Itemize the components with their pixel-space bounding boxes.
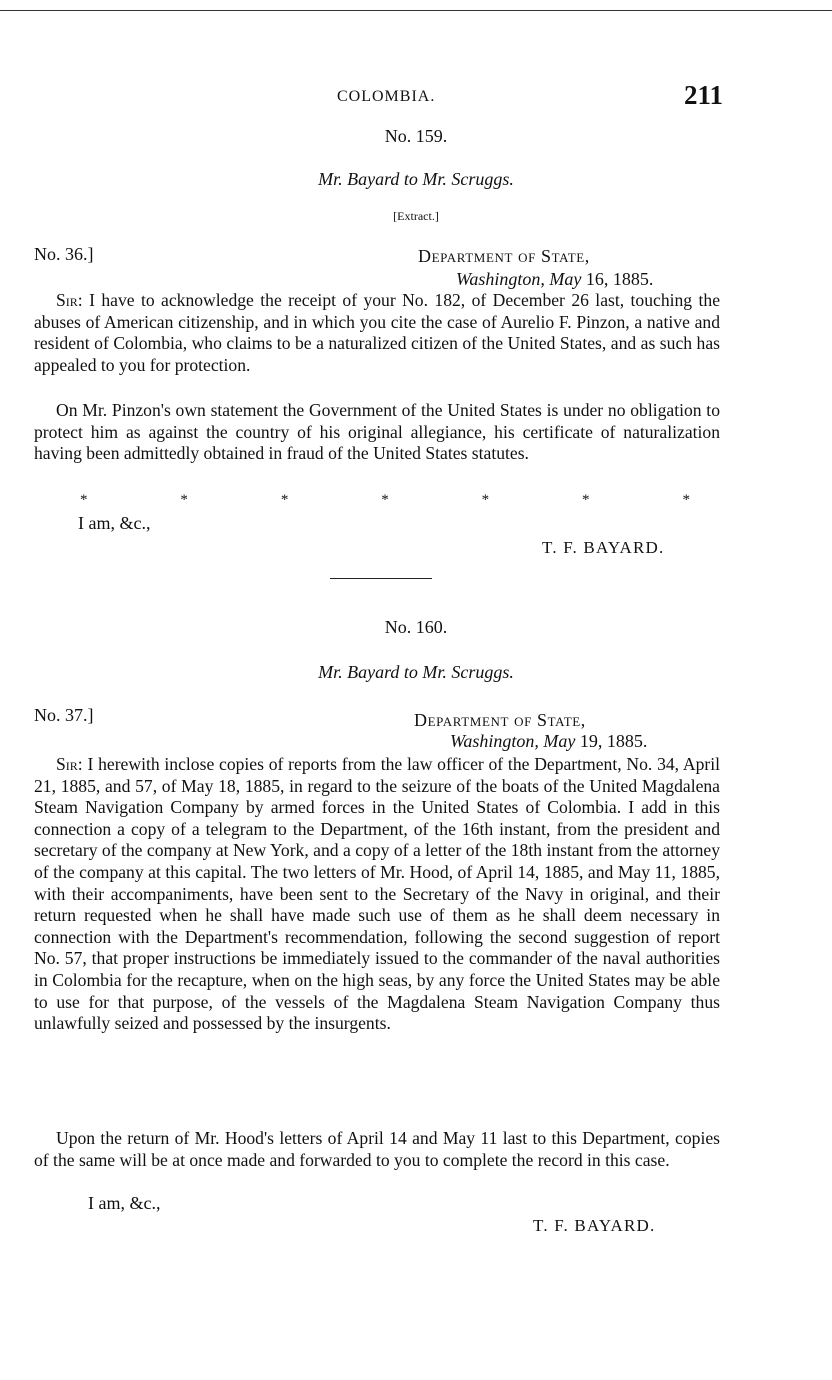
star: * xyxy=(582,492,590,508)
department-heading xyxy=(418,246,590,267)
signature: T. F. BAYARD. xyxy=(533,1216,656,1235)
ellipsis-stars xyxy=(80,492,690,509)
salutation: Sir: xyxy=(56,754,83,774)
letter-paragraph xyxy=(34,1128,720,1171)
dateline-date: 16, 1885. xyxy=(585,269,654,289)
dateline-date: 19, 1885. xyxy=(579,731,648,751)
letter-paragraph xyxy=(34,290,720,376)
dateline xyxy=(450,731,647,752)
running-head: COLOMBIA. xyxy=(337,88,436,105)
star: * xyxy=(180,492,188,508)
letter-number: No. 159. xyxy=(384,126,448,146)
dateline-place: Washington, xyxy=(456,269,545,289)
dateline xyxy=(456,269,653,290)
closing: I am, &c., xyxy=(78,513,151,533)
top-rule xyxy=(0,10,832,11)
paragraph-text: I herewith inclose copies of reports from the law officer of the Department, No. 34, April 21, 1885, and 57, of May 18, 1885, in regard to the seizure of the boats of the United Magdalena Steam Navigation Company by armed forces in the United States of Colombia. I add in this connection a copy of a telegram to the Department, of the 16th instant, from the president and secretary of the company at New York, and a copy of a letter of the 18th instant from the attorney of the company at this capital. The two letters of Mr. Hood, of April 14, 1885, and May 11, 1885, with their accompaniments, have been sent to the Secretary of the Navy in original, and their return requested when he shall have made such use of them as he shall deem necessary in connection with the Department's recommendation, following the second suggestion of report No. 57, that proper instructions be immediately issued to the commander of the naval authorities in Colombia for the recapture, when on the high seas, by any force the United States may be able to use for that purpose, of the vessels of the Magdalena Steam Navigation Company thus unlawfully seized and possessed by the insurgents. xyxy=(34,754,720,1034)
letter-reference: No. 36.] xyxy=(34,244,94,264)
letter-paragraph xyxy=(34,400,720,465)
extract-note: [Extract.] xyxy=(393,209,439,223)
paragraph-text: Upon the return of Mr. Hood's letters of April 14 and May 11 last to this Department, copies of the same will be at once made and forwarded to you to complete the record in this case. xyxy=(34,1128,720,1170)
letter-number: No. 160. xyxy=(384,617,448,637)
star: * xyxy=(80,492,88,508)
star: * xyxy=(682,492,690,508)
signature: T. F. BAYARD. xyxy=(542,538,665,557)
page-number: 211 xyxy=(684,80,724,110)
department-name: Department of State, xyxy=(414,710,586,730)
department-name: Department of State, xyxy=(418,246,590,266)
letter-title: Mr. Bayard to Mr. Scruggs. xyxy=(318,662,514,682)
closing: I am, &c., xyxy=(88,1193,161,1213)
letter-paragraph xyxy=(34,754,720,1035)
star: * xyxy=(280,492,289,508)
paragraph-text: I have to acknowledge the receipt of your No. 182, of December 26 last, touching the abuses of American citizenship, and in which you cite the case of Aurelio F. Pinzon, a native and resident of Colombia, who claims to be a naturalized citizen of the United States, and as such has appealed to you for protection. xyxy=(34,290,720,375)
dateline-month: May xyxy=(549,269,582,289)
star: * xyxy=(481,492,490,508)
paragraph-text: On Mr. Pinzon's own statement the Government of the United States is under no obligation to protect him as against the country of his original allegiance, his certificate of naturalization having been admittedly obtained in fraud of the United States statutes. xyxy=(34,400,720,464)
letter-title: Mr. Bayard to Mr. Scruggs. xyxy=(318,169,514,189)
department-heading xyxy=(414,710,586,731)
salutation: Sir: xyxy=(56,290,83,310)
letter-reference: No. 37.] xyxy=(34,705,94,725)
dateline-month: May xyxy=(543,731,576,751)
star: * xyxy=(381,492,389,508)
dateline-place: Washington, xyxy=(450,731,539,751)
section-separator xyxy=(330,578,432,579)
